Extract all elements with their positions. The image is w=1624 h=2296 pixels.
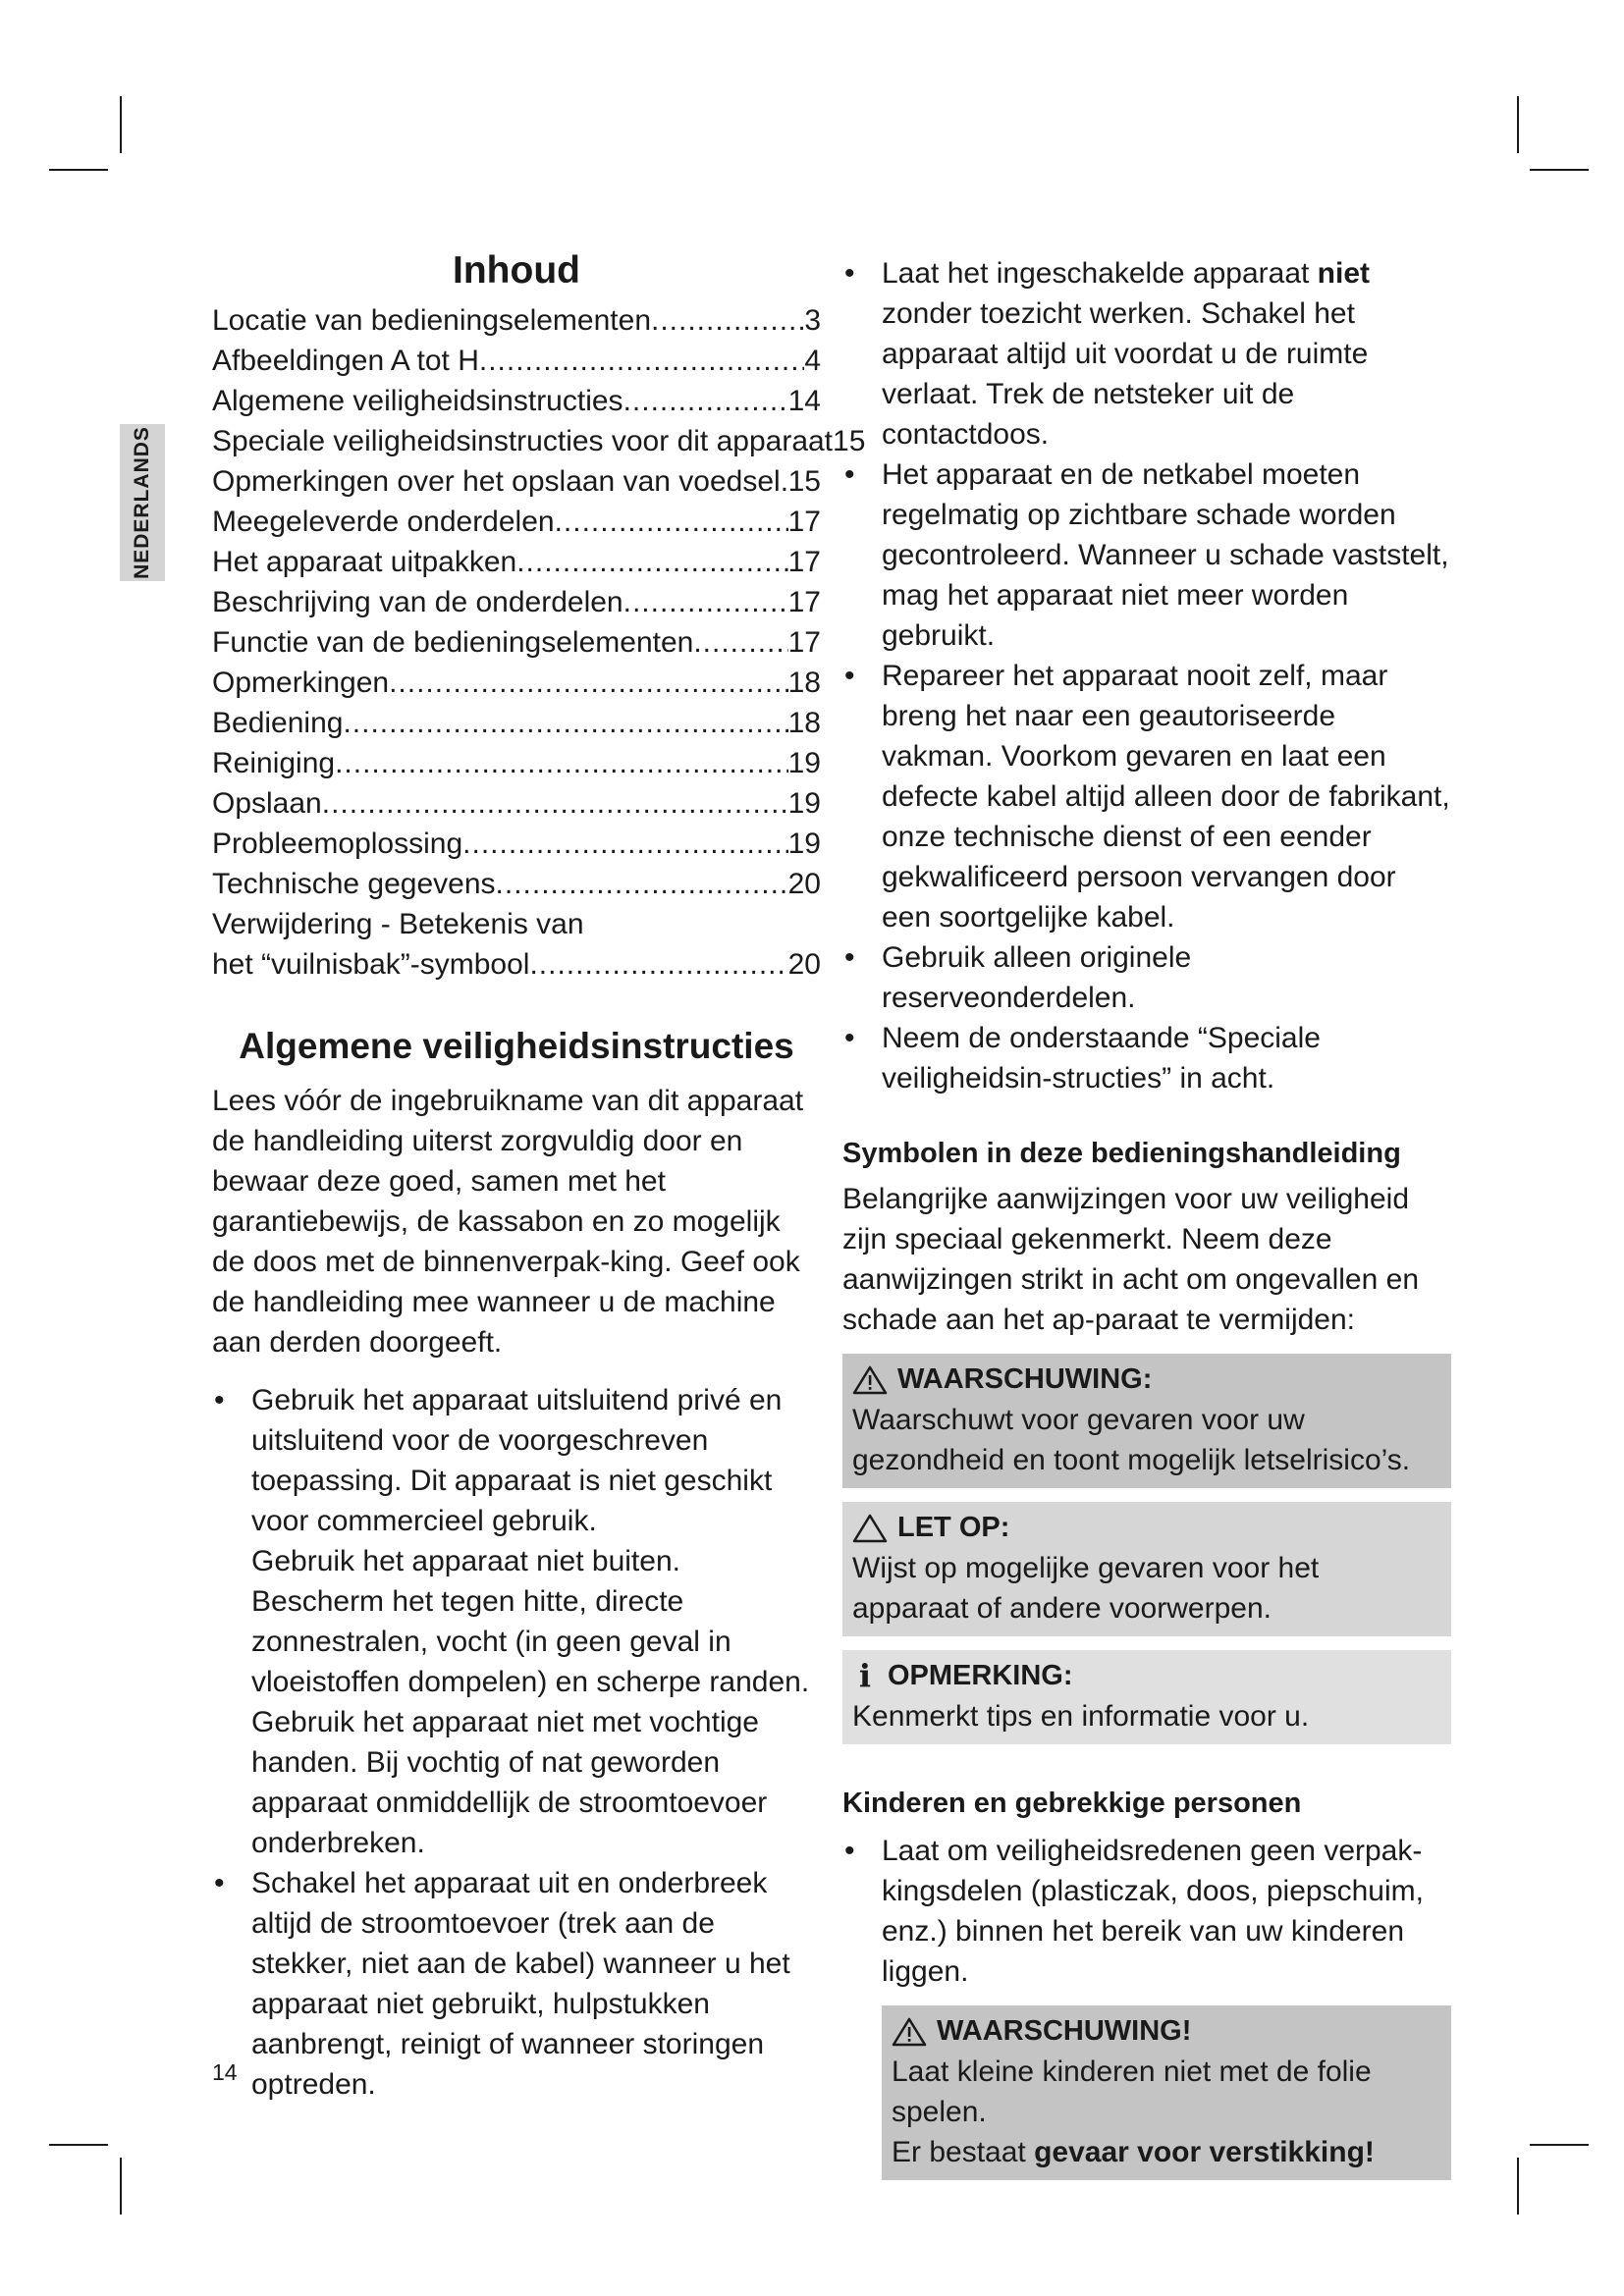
toc-entry[interactable]: Meegeleverde onderdelen ..... 17 <box>212 502 821 542</box>
warning-notice <box>842 1354 1451 1488</box>
children-warning-notice <box>882 2005 1451 2180</box>
warning-triangle-icon <box>892 2016 927 2048</box>
toc-title: Inhoud <box>453 249 580 292</box>
crop-mark <box>1517 2158 1519 2215</box>
bullet-item: • Gebruik het apparaat uitsluitend privé en uitsluitend voor de voorgeschreven toepassing. Dit apparaat is niet geschikt voor commercieel gebruik. Gebruik het apparaat niet buiten. Bescherm het tegen hitte, directe zonnestralen, vocht (in geen geval in vloeistoffen dompelen) en scherpe randen. Gebruik het apparaat niet met vochtige handen. Bij vochtig of nat geworden apparaat onmiddellijk de stroomtoevoer onderbreken. <box>212 1380 821 1863</box>
caution-text: Wijst op mogelijke gevaren voor het apparaat of andere voorwerpen. <box>852 1552 1320 1625</box>
left-column <box>212 245 866 2105</box>
bullet-item: • Neem de onderstaande “Speciale veiligheidsin-structies” in acht. <box>842 1018 1453 1098</box>
toc-entry[interactable]: Probleemoplossing ..... 19 <box>212 824 821 864</box>
right-column <box>842 253 1453 2180</box>
bullet-item: • Gebruik alleen originele reserveonderdelen. <box>842 937 1453 1018</box>
general-intro: Lees vóór de ingebruikname van dit apparaat de handleiding uiterst zorgvuldig door en bewaar deze goed, samen met het garantiebewijs, de kassabon en zo mogelijk de doos met de binnenverpak-king. Geef ook de handleiding mee wanneer u de machine aan derden doorgeeft. <box>212 1085 804 1359</box>
children-warning-head: WAARSCHUWING! <box>892 2011 1441 2052</box>
info-icon: i <box>858 1657 872 1694</box>
note-head: i OPMERKING: <box>852 1656 1441 1696</box>
safety-bullets <box>842 253 1453 1098</box>
table-of-contents <box>212 300 866 985</box>
bullet-item: • Repareer het apparaat nooit zelf, maar breng het naar een geautoriseerde vakman. Voorkom gevaren en laat een defecte kabel altijd alleen door de fabrikant, onze technische dienst of een eender gekwalificeerd persoon vervangen door een soortgelijke kabel. <box>842 656 1453 937</box>
general-safety-title: Algemene veiligheidsinstructies <box>239 1026 794 1066</box>
toc-entry[interactable]: Afbeeldingen A tot H ..... 4 <box>212 341 821 381</box>
caution-head: LET OP: <box>852 1508 1441 1548</box>
toc-entry[interactable]: Locatie van bedieningselementen ..... 3 <box>212 300 821 341</box>
toc-entry[interactable]: Opslaan ..... 19 <box>212 783 821 824</box>
crop-mark <box>1530 2144 1589 2146</box>
children-warning-text2: Er bestaat gevaar voor verstikking! <box>892 2136 1375 2168</box>
language-tab <box>120 424 165 581</box>
bullet-item: • Schakel het apparaat uit en onderbreek altijd de stroomtoevoer (trek aan de stekker, niet aan de kabel) wanneer u het apparaat niet gebruikt, hulpstukken aanbrengt, reinigt of wanneer storingen optreden. <box>212 1863 821 2105</box>
bullet-item: • Laat het ingeschakelde apparaat niet zonder toezicht werken. Schakel het apparaat altijd uit voordat u de ruimte verlaat. Trek de netsteker uit de contactdoos. <box>842 253 1453 454</box>
toc-entry[interactable]: Beschrijving van de onderdelen ..... 17 <box>212 582 821 622</box>
toc-entry[interactable]: Algemene veiligheidsinstructies ..... 14 <box>212 381 821 421</box>
bullet-item: • Het apparaat en de netkabel moeten regelmatig op zichtbare schade worden gecontroleerd. Wanneer u schade vaststelt, mag het apparaat niet meer worden gebruikt. <box>842 454 1453 656</box>
toc-entry[interactable]: Bediening ..... 18 <box>212 703 821 743</box>
crop-mark <box>49 169 108 171</box>
note-text: Kenmerkt tips en informatie voor u. <box>852 1700 1310 1733</box>
symbols-title: Symbolen in deze bedieningshandleiding <box>842 1138 1401 1169</box>
children-warning-text: Laat kleine kinderen niet met de folie spelen. <box>892 2056 1372 2128</box>
page-number: 14 <box>212 2059 238 2085</box>
general-bullets <box>212 1380 821 2105</box>
children-bullets <box>842 1831 1453 1992</box>
crop-mark <box>1530 169 1589 171</box>
toc-entry[interactable]: Technische gegevens ..... 20 <box>212 864 821 904</box>
caution-notice <box>842 1502 1451 1636</box>
toc-entry[interactable]: Opmerkingen ..... 18 <box>212 663 821 703</box>
toc-entry[interactable]: Speciale veiligheidsinstructies voor dit apparaat 15 <box>212 425 866 457</box>
crop-mark <box>1517 96 1519 153</box>
note-notice <box>842 1650 1451 1744</box>
warning-head: WAARSCHUWING: <box>852 1360 1441 1400</box>
toc-entry[interactable]: Het apparaat uitpakken ..... 17 <box>212 542 821 582</box>
warning-triangle-icon <box>852 1364 888 1396</box>
toc-entry[interactable]: Functie van de bedieningselementen ..... 17 <box>212 622 821 663</box>
toc-entry[interactable]: Opmerkingen over het opslaan van voedsel ..... 15 <box>212 461 821 502</box>
symbols-intro: Belangrijke aanwijzingen voor uw veiligheid zijn speciaal gekenmerkt. Neem deze aanwijzingen strikt in acht om ongevallen en schade aan het ap-paraat te vermijden: <box>842 1183 1420 1336</box>
children-title: Kinderen en gebrekkige personen <box>842 1788 1302 1819</box>
bullet-item: • Laat om veiligheidsredenen geen verpak-kingsdelen (plasticzak, doos, piepschuim, enz.) binnen het bereik van uw kinderen liggen. <box>842 1831 1453 1992</box>
crop-mark <box>120 2158 122 2215</box>
warning-text: Waarschuwt voor gevaren voor uw gezondheid en toont mogelijk letselrisico’s. <box>852 1404 1411 1476</box>
crop-mark <box>120 96 122 153</box>
caution-triangle-icon <box>852 1513 888 1544</box>
toc-entry-line1[interactable]: Verwijdering - Betekenis van <box>212 908 584 940</box>
toc-entry[interactable]: Reiniging ..... 19 <box>212 743 821 783</box>
crop-mark <box>49 2144 108 2146</box>
language-tab-label: NEDERLANDS <box>131 426 153 579</box>
toc-entry[interactable]: het “vuilnisbak”-symbool ..... 20 <box>212 944 821 985</box>
